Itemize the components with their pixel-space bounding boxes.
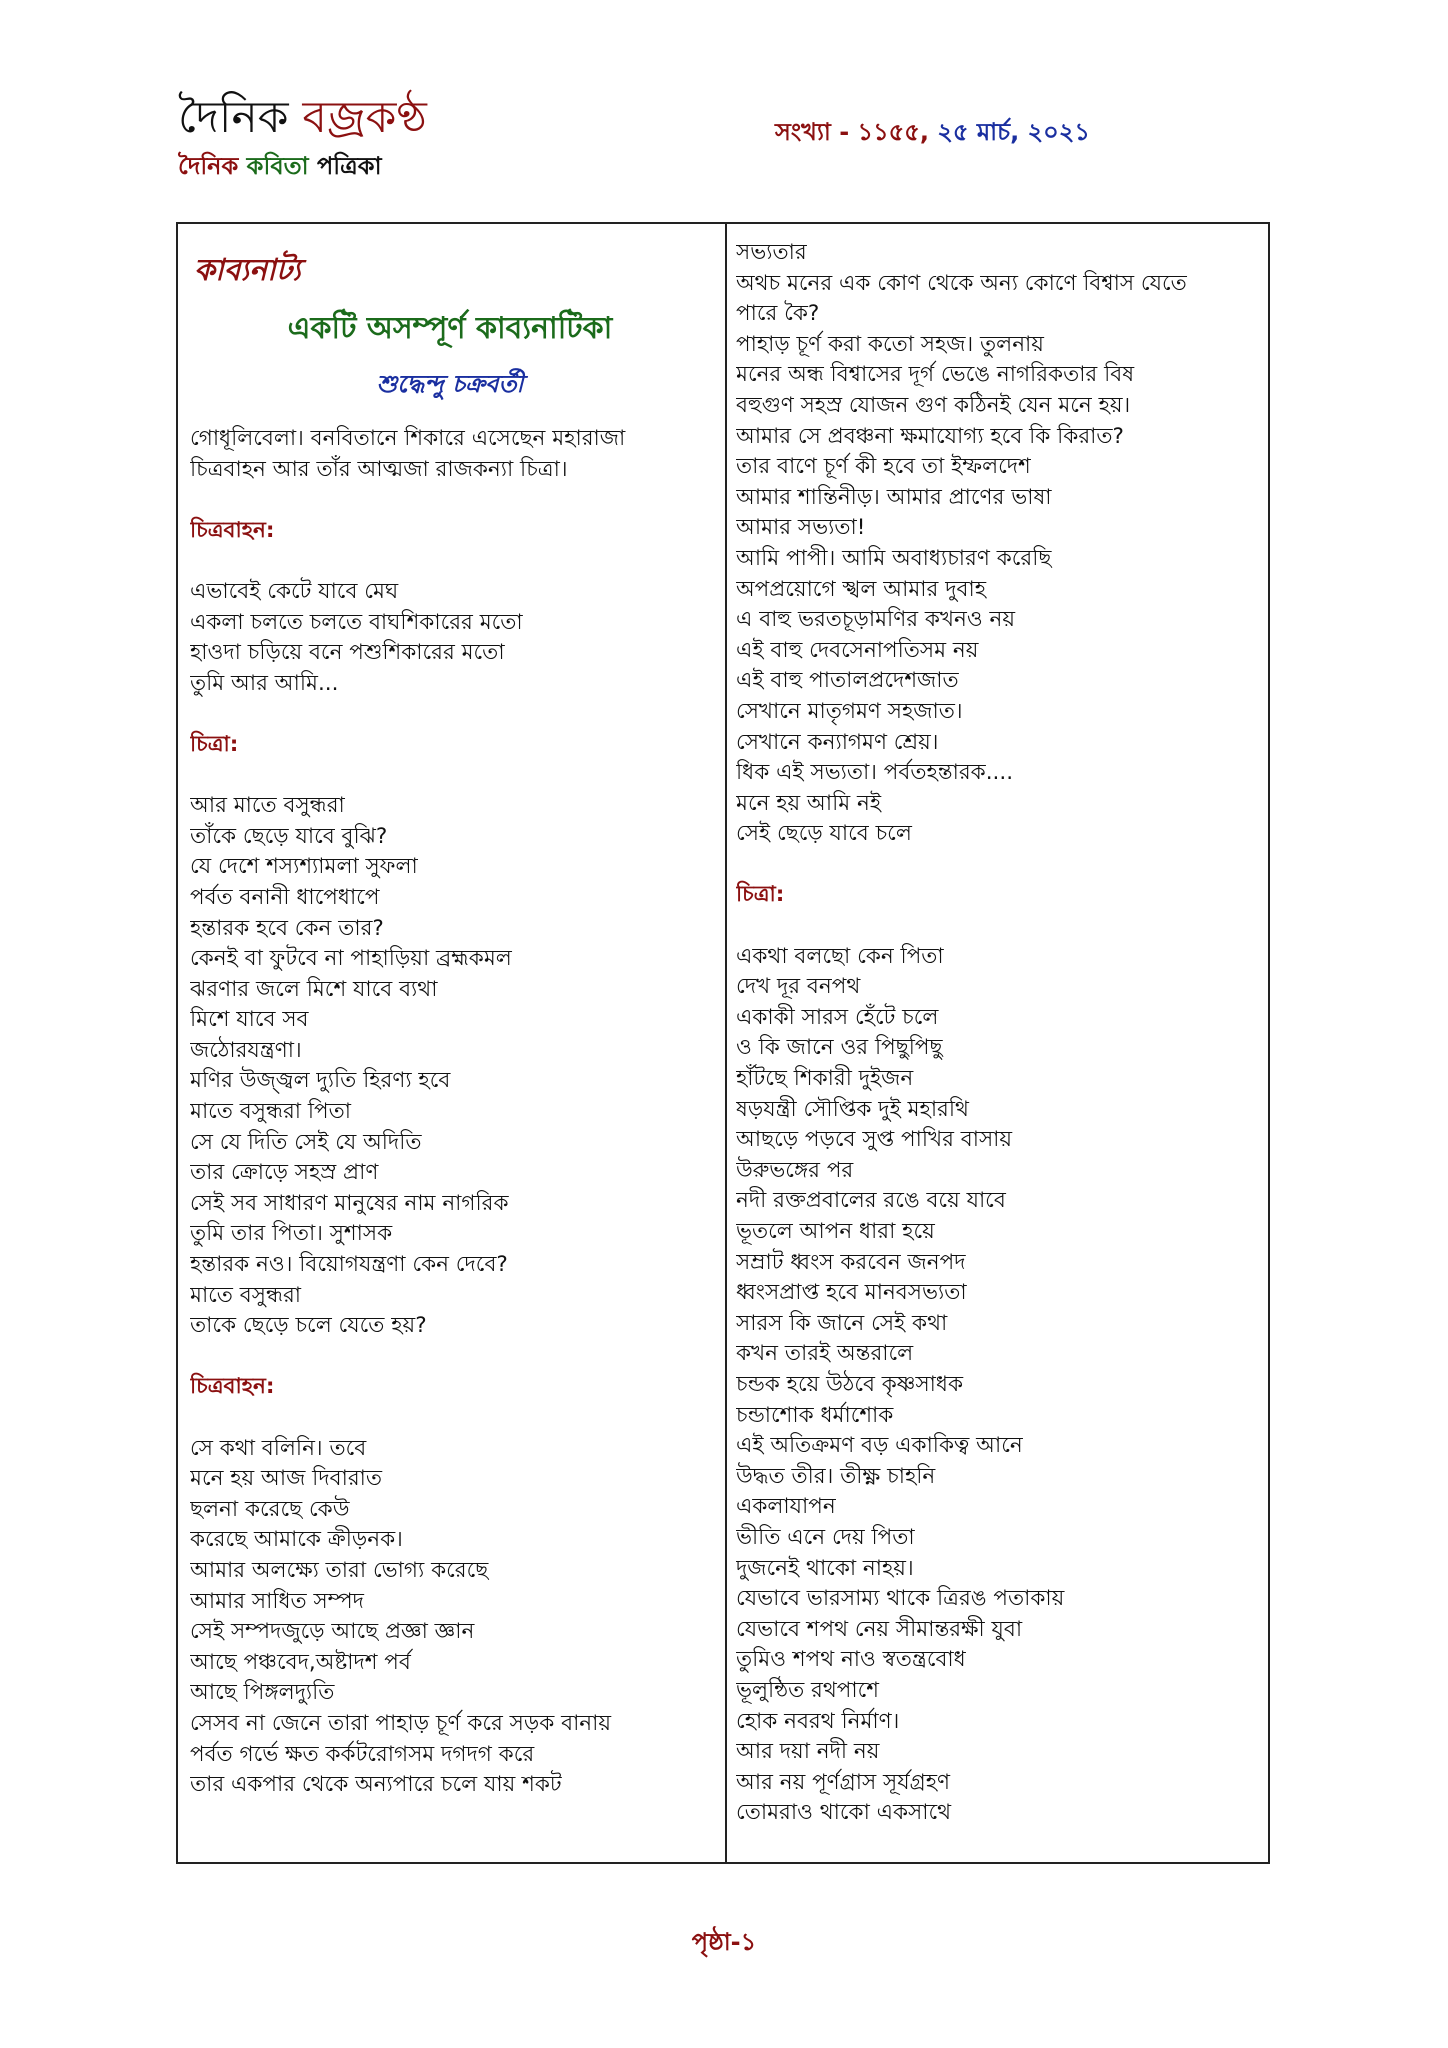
poem-line: ধ্বংসপ্রাপ্ত হবে মানবসভ্যতা: [736, 1280, 967, 1306]
poem-line: তার ক্রোড়ে সহস্র প্রাণ: [190, 1160, 379, 1186]
issue-date: ২৫ মার্চ, ২০২১: [928, 118, 1090, 146]
poem-line: হন্তারক হবে কেন তার?: [190, 915, 384, 941]
poem-line: মনের অন্ধ বিশ্বাসের দূর্গ ভেঙে নাগরিকতার বিষ: [736, 362, 1135, 388]
poem-line: কেনই বা ফুটবে না পাহাড়িয়া ব্রহ্মকমল: [190, 946, 512, 972]
speaker-name: চিত্রা:: [190, 731, 239, 757]
poem-line: তার একপার থেকে অন্যপারে চলে যায় শকট: [190, 1772, 562, 1798]
issue-number: সংখ্যা - ১১৫৫,: [775, 118, 929, 146]
poem-line: আছড়ে পড়বে সুপ্ত পাখির বাসায়: [736, 1127, 1013, 1153]
poem-line: তুমিও শপথ নাও স্বতন্ত্রবোধ: [736, 1647, 966, 1673]
poem-line: আমার শান্তিনীড়। আমার প্রাণের ভাষা: [736, 484, 1052, 510]
blank-line: [736, 850, 1256, 881]
genre-label: কাব্যনাট্য: [194, 253, 301, 288]
poem-line: একলা চলতে চলতে বাঘশিকারের মতো: [190, 609, 523, 635]
poem-line: হাঁটছে শিকারী দুইজন: [736, 1066, 914, 1092]
blank-line: [190, 699, 710, 730]
poem-line: গোধূলিবেলা। বনবিতানে শিকারে এসেছেন মহারাজা: [190, 426, 626, 451]
poem-line: চিত্রবাহন আর তাঁর আত্মজা রাজকন্যা চিত্রা।: [190, 456, 568, 482]
poem-line: এ বাহু ভরতচূড়ামণির কখনও নয়: [736, 607, 1016, 633]
poem-line: তার বাণে চূর্ণ কী হবে তা ইম্ফলদেশ: [736, 454, 1031, 480]
poem-line: কখন তারই অন্তরালে: [736, 1341, 914, 1367]
poem-line: আমার সভ্যতা!: [736, 515, 866, 541]
poem-line: একলাযাপন: [736, 1494, 836, 1520]
speaker-name: চিত্রবাহন:: [190, 517, 275, 543]
poem-line: নদী রক্তপ্রবালের রঙে বয়ে যাবে: [736, 1188, 1006, 1214]
poem-line: দুজনেই থাকো নাহয়।: [736, 1555, 914, 1581]
poem-line: যে দেশে শস্যশ্যামলা সুফলা: [190, 854, 418, 880]
poem-line: সভ্যতার: [736, 240, 807, 265]
poem-line: চন্ডক হয়ে উঠবে কৃষ্ণসাধক: [736, 1371, 964, 1397]
poem-line: ও কি জানে ওর পিছুপিছু: [736, 1035, 943, 1061]
content-frame: [176, 222, 1270, 1864]
poem-line: আমার অলক্ষ্যে তারা ভোগ্য করেছে: [190, 1557, 489, 1583]
poem-line: এভাবেই কেটে যাবে মেঘ: [190, 578, 399, 604]
newspaper-tagline: দৈনিক কবিতা পত্রিকা: [178, 152, 382, 180]
poem-line: আমার সাধিত সম্পদ: [190, 1588, 364, 1614]
poem-line: তুমি তার পিতা। সুশাসক: [190, 1221, 393, 1247]
poem-line: ভীতি এনে দেয় পিতা: [736, 1524, 915, 1550]
poem-line: আছে পিঙ্গলদ্যুতি: [190, 1680, 335, 1706]
poem-line: সে কথা বলিনি। তবে: [190, 1435, 367, 1461]
poem-line: সেসব না জেনে তারা পাহাড় চূর্ণ করে সড়ক বানায়: [190, 1710, 612, 1736]
poem-line: পাহাড় চূর্ণ করা কতো সহজ। তুলনায়: [736, 331, 1044, 357]
poem-line: পারে কৈ?: [736, 301, 820, 327]
poem-line: মাতে বসুন্ধরা: [190, 1282, 302, 1308]
page-number: পৃষ্ঠা-১: [691, 1928, 757, 1956]
author-name: শুদ্ধেন্দু চক্রবর্তী: [376, 370, 524, 398]
poem-line: হোক নবরথ নির্মাণ।: [736, 1708, 900, 1734]
poem-line: তুমি আর আমি...: [190, 670, 339, 696]
poem-line: মাতে বসুন্ধরা পিতা: [190, 1099, 351, 1125]
poem-line: ধিক এই সভ্যতা। পর্বতহন্তারক....: [736, 760, 1014, 786]
poem-line: এই বাহু পাতালপ্রদেশজাত: [736, 668, 959, 694]
poem-line: জঠোরযন্ত্রণা।: [190, 1037, 302, 1063]
poem-line: চন্ডাশোক ধর্মাশোক: [736, 1402, 894, 1428]
poem-line: সেখানে মাতৃগমণ সহজাত।: [736, 698, 963, 724]
blank-line: [190, 761, 710, 792]
poem-line: হাওদা চড়িয়ে বনে পশুশিকারের মতো: [190, 640, 505, 666]
left-column: [190, 238, 710, 1801]
poem-line: ভূলুন্ঠিত রথপাশে: [736, 1677, 879, 1703]
poem-title: একটি অসম্পূর্ণ কাব্যনাটিকা: [287, 311, 613, 346]
poem-line: যেভাবে ভারসাম্য থাকে ত্রিরঙ পতাকায়: [736, 1586, 1065, 1612]
poem-line: সারস কি জানে সেই কথা: [736, 1310, 948, 1336]
poem-line: মিশে যাবে সব: [190, 1007, 309, 1033]
speaker-name: চিত্রা:: [736, 882, 785, 908]
poem-line: তোমরাও থাকো একসাথে: [736, 1800, 952, 1826]
poem-line: আর দয়া নদী নয়: [736, 1739, 880, 1765]
poem-line: অপপ্রয়োগে স্খল আমার দুবাহ: [736, 576, 986, 602]
poem-line: মনে হয় আমি নই: [736, 790, 882, 816]
blank-line: [190, 1342, 710, 1373]
column-divider: [725, 224, 727, 1862]
blank-line: [736, 911, 1256, 942]
poem-line: আর মাতে বসুন্ধরা: [190, 793, 345, 819]
poem-line: অথচ মনের এক কোণ থেকে অন্য কোণে বিশ্বাস যেতে: [736, 270, 1187, 296]
poem-line: এই অতিক্রমণ বড় একাকিত্ব আনে: [736, 1433, 1023, 1459]
poem-line: একাকী সারস হেঁটে চলে: [736, 1004, 939, 1030]
poem-line: মণির উজ্জ্বল দ্যুতি হিরণ্য হবে: [190, 1068, 451, 1094]
poem-line: সেই সব সাধারণ মানুষের নাম নাগরিক: [190, 1190, 509, 1216]
poem-line: এই বাহু দেবসেনাপতিসম নয়: [736, 637, 979, 663]
blank-line: [190, 546, 710, 577]
poem-line: ভূতলে আপন ধারা হয়ে: [736, 1219, 935, 1244]
poem-line: ছলনা করেছে কেউ: [190, 1496, 350, 1522]
poem-line: মনে হয় আজ দিবারাত: [190, 1466, 383, 1492]
poem-line: তাঁকে ছেড়ে যাবে বুঝি?: [190, 823, 388, 849]
poem-line: পর্বত বনানী ধাপেধাপে: [190, 884, 380, 910]
poem-line: উরুভঙ্গের পর: [736, 1157, 854, 1183]
poem-line: আর নয় পূর্ণগ্রাস সূর্যগ্রহণ: [736, 1769, 951, 1795]
left-poem-lines: [190, 424, 710, 1801]
blank-line: [190, 485, 710, 516]
poem-line: সম্রাট ধ্বংস করবেন জনপদ: [736, 1249, 966, 1275]
poem-line: বহুগুণ সহস্র যোজন গুণ কঠিনই যেন মনে হয়।: [736, 392, 1131, 418]
poem-line: দেখ দূর বনপথ: [736, 974, 861, 1000]
poem-line: একথা বলছো কেন পিতা: [736, 943, 944, 969]
blank-line: [190, 1403, 710, 1434]
poem-line: যেভাবে শপথ নেয় সীমান্তরক্ষী যুবা: [736, 1616, 1023, 1642]
poem-line: সেই সম্পদজুড়ে আছে প্রজ্ঞা জ্ঞান: [190, 1619, 475, 1645]
poem-line: আমি পাপী। আমি অবাধ্যচারণ করেছি: [736, 545, 1052, 571]
poem-line: সে যে দিতি সেই যে অদিতি: [190, 1129, 422, 1155]
poem-line: আমার সে প্রবঞ্চনা ক্ষমাযোগ্য হবে কি কিরাত?: [736, 423, 1124, 449]
speaker-name: চিত্রবাহন:: [190, 1374, 275, 1400]
issue-info: [775, 114, 1090, 154]
poem-line: সেই ছেড়ে যাবে চলে: [736, 821, 912, 847]
poem-line: তাকে ছেড়ে চলে যেতে হয়?: [190, 1313, 427, 1339]
masthead: [178, 92, 427, 188]
poem-line: হন্তারক নও। বিয়োগযন্ত্রণা কেন দেবে?: [190, 1252, 508, 1278]
poem-line: উদ্ধত তীর। তীক্ষ্ণ চাহনি: [736, 1463, 936, 1489]
poem-line: করেছে আমাকে ক্রীড়নক।: [190, 1527, 403, 1553]
poem-line: ষড়যন্ত্রী সৌপ্তিক দুই মহারথি: [736, 1096, 969, 1122]
poem-line: পর্বত গর্ভে ক্ষত কর্কটরোগসম দগদগ করে: [190, 1741, 535, 1767]
poem-line: ঝরণার জলে মিশে যাবে ব্যথা: [190, 976, 438, 1002]
poem-line: সেখানে কন্যাগমণ শ্রেয়।: [736, 729, 939, 755]
right-column: [736, 238, 1256, 1829]
poem-line: আছে পঞ্চবেদ,অষ্টাদশ পর্ব: [190, 1649, 411, 1675]
right-poem-lines: [736, 238, 1256, 1829]
newspaper-title: দৈনিক বজ্রকণ্ঠ: [178, 92, 427, 143]
